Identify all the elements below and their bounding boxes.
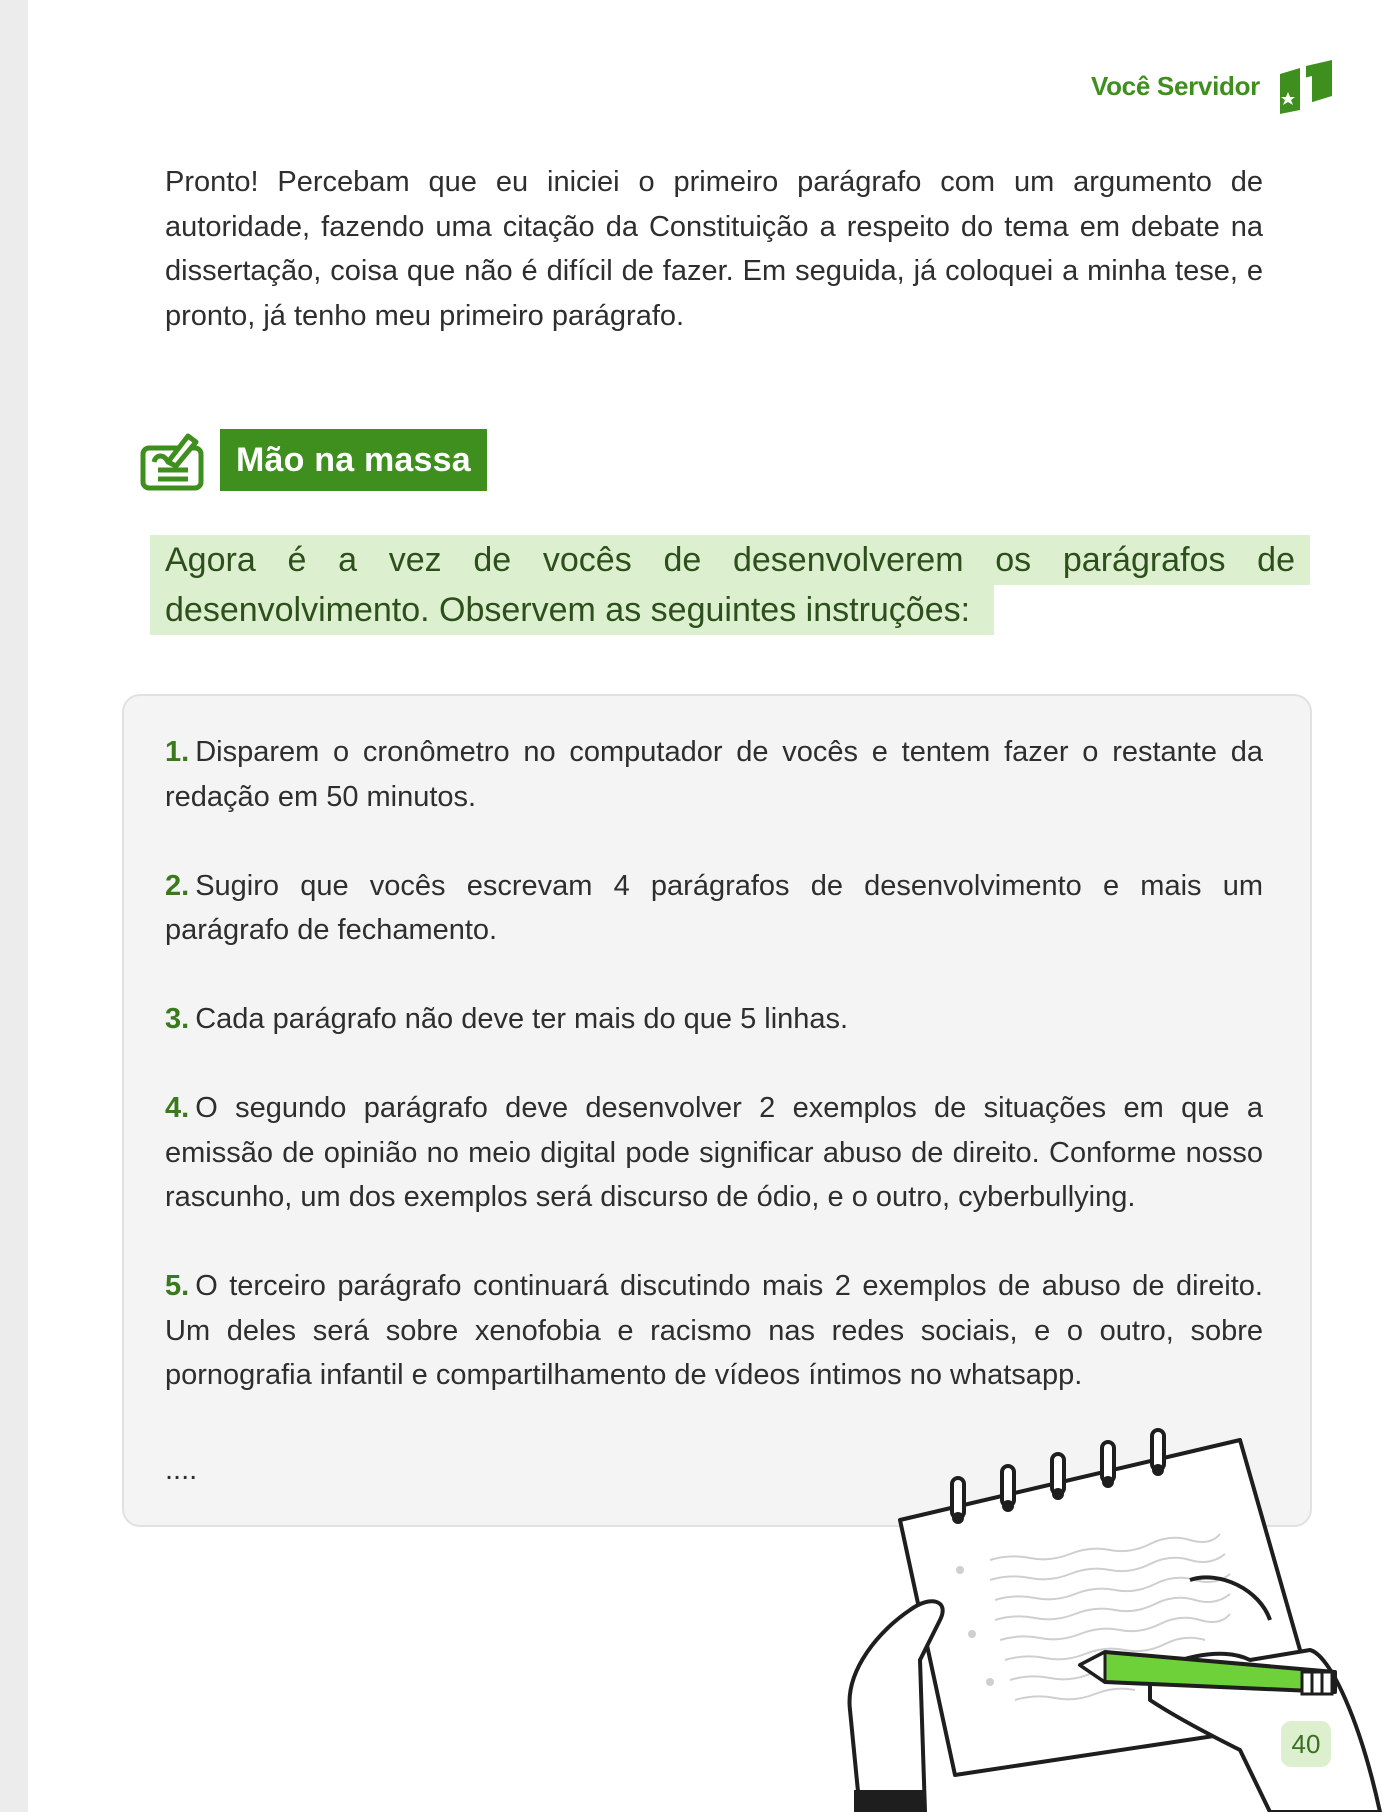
task-number: 3. [165, 1003, 190, 1035]
section-title: Mão na massa [220, 429, 487, 491]
voce-servidor-logo-icon [1276, 56, 1336, 116]
task-number: 5. [165, 1270, 190, 1302]
ellipsis-text: .... [165, 1454, 198, 1486]
task-text: Sugiro que vocês escrevam 4 parágrafos de desenvolvimento e mais um parágrafo de fechamento. [165, 869, 1263, 946]
task-text: O terceiro parágrafo continuará discutindo mais 2 exemplos de abuso de direito. Um deles será sobre xenofobia e racismo nas redes sociais, e o outro, sobre pornografia infantil e compartilhamento de vídeos íntimos no whatsapp. [165, 1270, 1263, 1391]
task-item-2 [165, 864, 1263, 953]
page-number: 40 [1281, 1721, 1331, 1767]
task-item-4 [165, 1086, 1263, 1220]
task-item-5 [165, 1264, 1263, 1398]
instructions-highlight [150, 535, 1310, 635]
task-text: Disparem o cronômetro no computador de vocês e tentem fazer o restante da redação em 50 minutos. [165, 736, 1263, 813]
task-item-3 [165, 997, 1263, 1042]
task-list [165, 730, 1263, 1442]
task-number: 1. [165, 736, 190, 768]
task-text: Cada parágrafo não deve ter mais do que 5 linhas. [195, 1003, 849, 1035]
task-number: 4. [165, 1092, 190, 1124]
page-edge-strip [0, 0, 28, 1812]
hand-writing-icon [138, 426, 206, 494]
instructions-line-1: Agora é a vez de vocês de desenvolverem os parágrafos de [150, 535, 1310, 585]
brand-header [1091, 56, 1336, 116]
instructions-line-2: desenvolvimento. Observem as seguintes instruções: [150, 585, 994, 635]
section-header [138, 427, 487, 493]
brand-name: Você Servidor [1090, 70, 1260, 101]
task-number: 2. [165, 869, 190, 902]
task-item-1 [165, 730, 1263, 819]
task-text: O segundo parágrafo deve desenvolver 2 exemplos de situações em que a emissão de opinião no meio digital pode significar abuso de direito. Conforme nosso rascunho, um dos exemplos será discurso de ódio, e o outro, cyberbullying. [165, 1092, 1263, 1213]
intro-paragraph: Pronto! Percebam que eu iniciei o primeiro parágrafo com um argumento de autoridade, fazendo uma citação da Constituição a respeito do tema em debate na dissertação, coisa que não é difícil de fazer. Em seguida, já coloquei a minha tese, e pronto, já tenho meu primeiro parágrafo. [165, 166, 1263, 332]
